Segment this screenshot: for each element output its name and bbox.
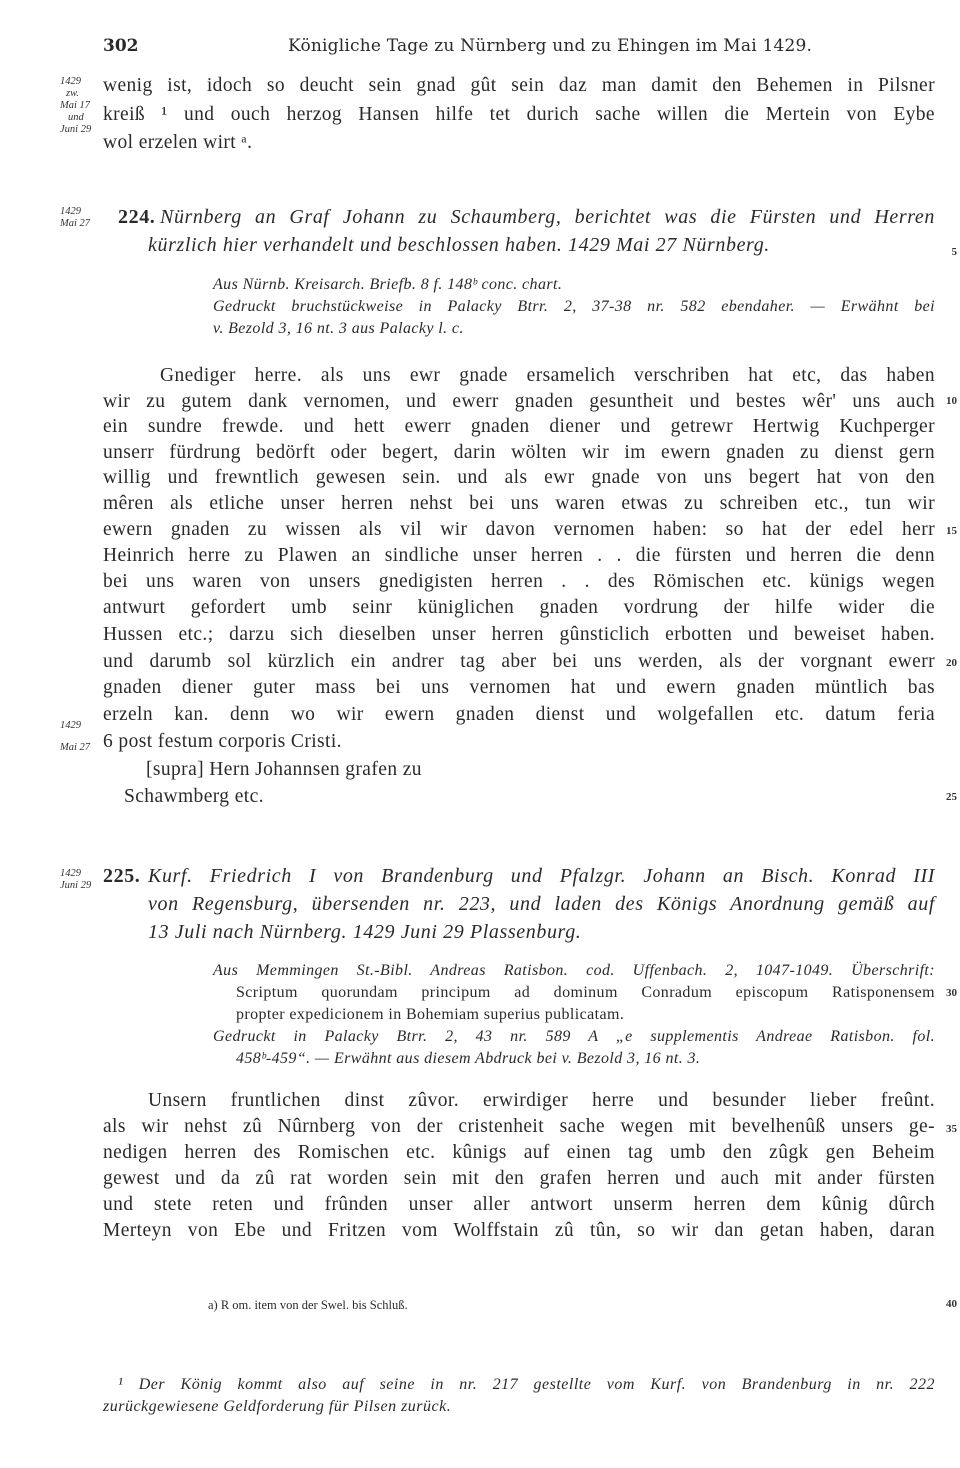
line-number: 35 (946, 1123, 957, 1135)
page-number: 302 (103, 36, 139, 56)
text-line: und stete reten und frûnden unser aller antwort unserm herren dem kûnig dûrch (103, 1194, 935, 1215)
text-line: erzeln kan. denn wo wir ewern gnaden dienst und wolgefallen etc. datum feria (103, 704, 935, 725)
text-line: mêren als etliche unser herren nehst bei uns waren etwas zu schreiben etc., tun wir (103, 493, 935, 514)
text-line: ein sundre frewde. und hett ewerr gnaden diener und getrewr Hertwig Kuchperger (103, 416, 935, 437)
source-line: Aus Nürnb. Kreisarch. Briefb. 8 f. 148ᵇ conc. chart. (213, 276, 563, 293)
text-line: nedigen herren des Romischen etc. kûnigs auf einen tag umb den zûgk gen Beheim (103, 1142, 935, 1163)
text-line: antwurt gefordert umb seinr küniglichen gnaden vordrung der hilfe wider die (103, 597, 935, 618)
text-line: Heinrich herre zu Plawen an sindliche unser herren . . die fürsten und herren die denn (103, 545, 935, 566)
line-number: 15 (946, 525, 957, 537)
text-line: Merteyn von Ebe und Fritzen vom Wolffstain zû tûn, so wir dan getan haben, daran (103, 1220, 935, 1241)
text-line: Hussen etc.; darzu sich dieselben unser herren gûnsticlich erbotten und beweiset haben. (103, 624, 935, 645)
line-number: 20 (946, 657, 957, 669)
footnote-1-cont: zurückgewiesene Geldforderung für Pilsen zurück. (103, 1398, 452, 1415)
doc-title-line: kürzlich hier verhandelt und beschlossen haben. 1429 Mai 27 Nürnberg. (148, 234, 770, 256)
margin-note: 1429 Juni 29 (60, 868, 92, 891)
text-line: Gnediger herre. als uns ewr gnade ersamelich verschriben hat etc, das haben (160, 365, 935, 386)
text-line: gewest und da zû rat worden sein mit den grafen herren und auch mit ander fürsten (103, 1168, 935, 1189)
text-line: und darumb sol kürzlich ein andrer tag aber bei uns werden, als der vorgnant ewerr (103, 651, 935, 672)
doc-number: 224. (118, 206, 156, 228)
doc-title-line: Nürnberg an Graf Johann zu Schaumberg, berichtet was die Fürsten und Herren (160, 206, 935, 228)
text-line: Unsern fruntlichen dinst zûvor. erwirdiger herre und besunder lieber freûnt. (148, 1090, 935, 1111)
line-number: 40 (946, 1298, 957, 1310)
text-line: wol erzelen wirt ᵃ. (103, 132, 253, 153)
margin-note: 1429 Mai 27 (60, 206, 91, 229)
text-line: unserr fürdrung bedörft oder begert, darin wölten wir im ewern gnaden zu dienst gern (103, 442, 935, 463)
line-number: 25 (946, 791, 957, 803)
source-line: v. Bezold 3, 16 nt. 3 aus Palacky l. c. (213, 320, 464, 337)
source-line: Aus Memmingen St.-Bibl. Andreas Ratisbon. cod. Uffenbach. 2, 1047-1049. Überschrift: (213, 962, 935, 979)
text-line: gnaden diener guter mass bei uns vernomen hat und ewern gnaden müntlich bas (103, 677, 935, 698)
running-title: Königliche Tage zu Nürnberg und zu Ehingen im Mai 1429. (288, 36, 813, 56)
footnote-1: ¹ Der König kommt also auf seine in nr. 217 gestellte vom Kurf. von Brandenburg in nr. 222 (118, 1376, 935, 1393)
line-number: 10 (946, 395, 957, 407)
margin-note: 1429 Mai 27 (60, 720, 91, 753)
footnote-a: a) R om. item von der Swel. bis Schluß. (208, 1298, 408, 1312)
source-line: Gedruckt in Palacky Btrr. 2, 43 nr. 589 A „e supplementis Andreae Ratisbon. fol. (213, 1028, 935, 1045)
margin-note: 1429 zw. Mai 17 und Juni 29 (60, 76, 92, 135)
text-line: als wir nehst zû Nûrnberg von der cristenheit sache wegen mit bevelhenûß unsers ge- (103, 1116, 935, 1137)
source-line: Scriptum quorundam principum ad dominum Conradum episcopum Ratisponensem (236, 984, 935, 1001)
doc-title-line: von Regensburg, übersenden nr. 223, und laden des Königs Anordnung gemäß auf (148, 893, 935, 915)
address-line: Schawmberg etc. (124, 786, 264, 807)
text-line: bei uns waren von unsers gnedigisten herren . . des Römischen etc. künigs wegen (103, 571, 935, 592)
text-line: wenig ist, idoch so deucht sein gnad gût sein daz man damit den Behemen in Pilsner (103, 75, 935, 96)
source-line: propter expedicionem in Bohemiam superius publicatam. (236, 1006, 625, 1023)
text-line: wir zu gutem dank vernomen, und ewerr gnaden gesuntheit und bestes wêr' uns auch (103, 391, 935, 412)
doc-number: 225. (103, 865, 141, 887)
text-line: kreiß ¹ und ouch herzog Hansen hilfe tet durich sache willen die Mertein von Eybe (103, 104, 935, 125)
doc-title-line: Kurf. Friedrich I von Brandenburg und Pfalzgr. Johann an Bisch. Konrad III (148, 865, 935, 887)
address-line: [supra] Hern Johannsen grafen zu (146, 759, 422, 780)
text-line: 6 post festum corporis Cristi. (103, 731, 342, 752)
line-number: 5 (951, 246, 957, 258)
source-line: 458ᵇ-459“. — Erwähnt aus diesem Abdruck bei v. Bezold 3, 16 nt. 3. (236, 1050, 701, 1067)
doc-title-line: 13 Juli nach Nürnberg. 1429 Juni 29 Plassenburg. (148, 921, 582, 943)
text-line: willig und frewntlich gewesen sein. und als ewr gnade von uns begert hat von den (103, 467, 935, 488)
text-line: ewern gnaden zu wissen als vil wir davon vernomen haben: so hat der edel herr (103, 519, 935, 540)
source-line: Gedruckt bruchstückweise in Palacky Btrr. 2, 37-38 nr. 582 ebendaher. — Erwähnt bei (213, 298, 935, 315)
line-number: 30 (946, 987, 957, 999)
